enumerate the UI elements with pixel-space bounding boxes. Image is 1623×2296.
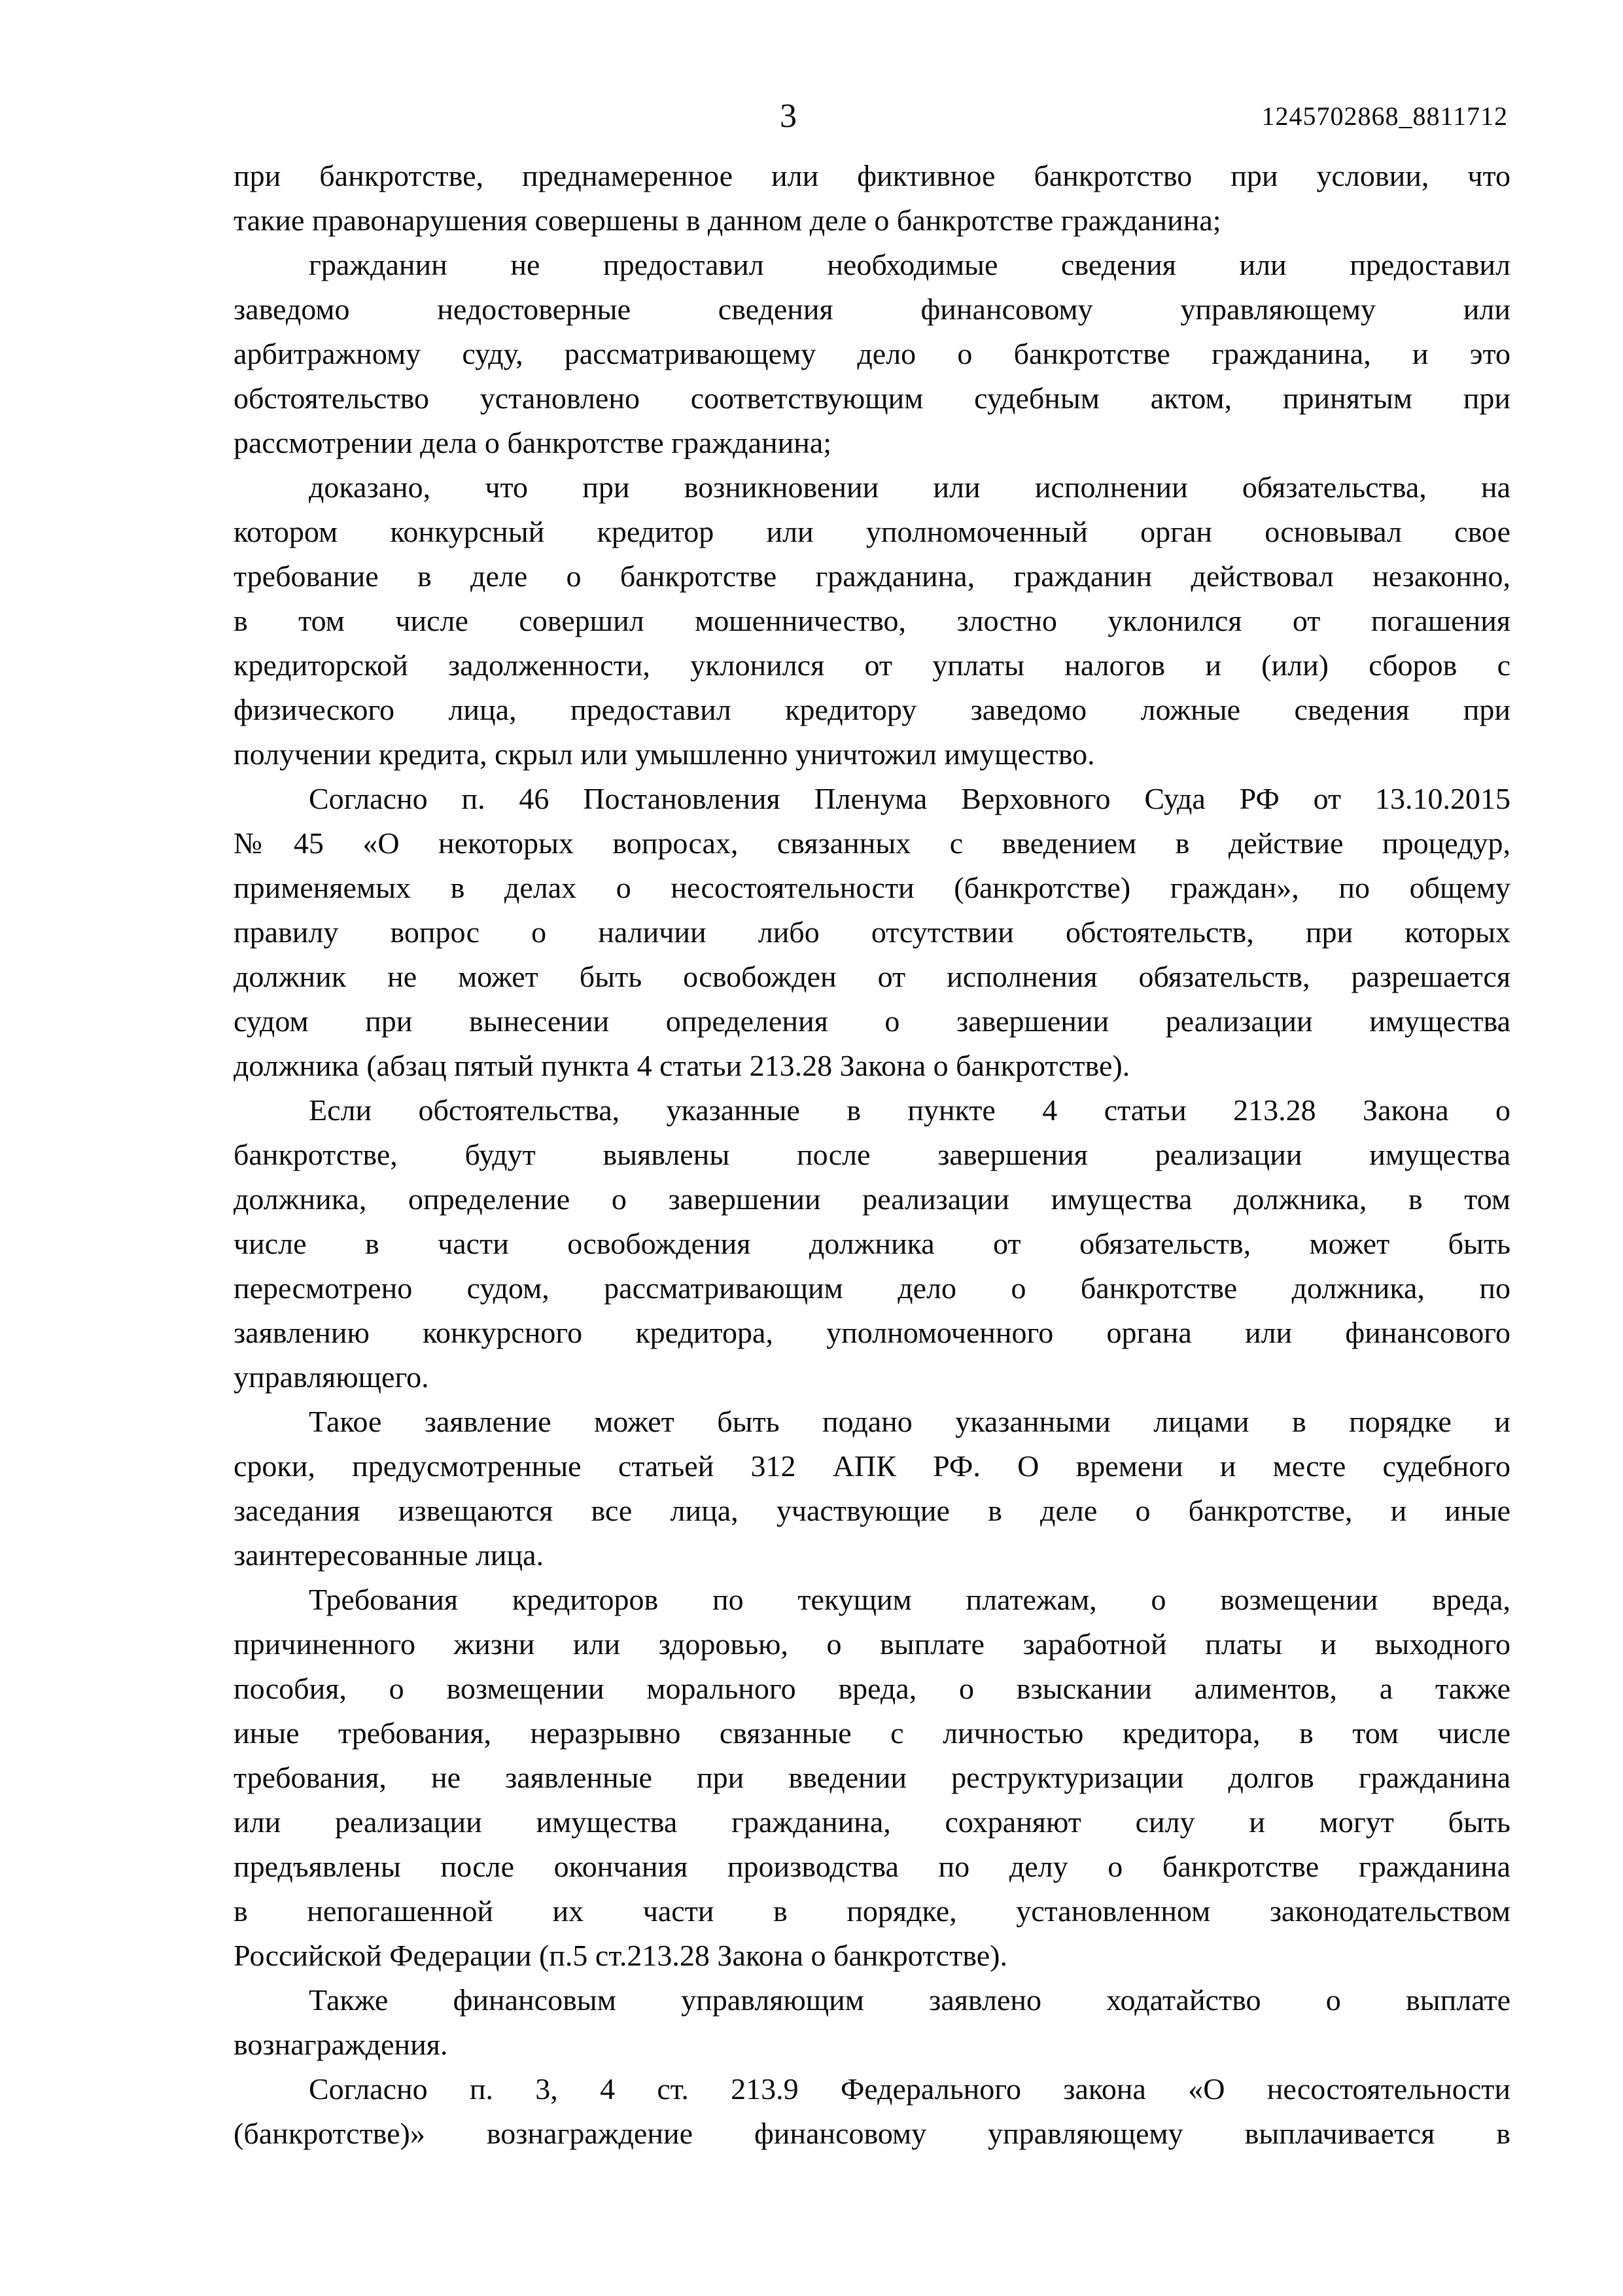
paragraph-5-line-7: управляющего. <box>234 1360 429 1394</box>
paragraph-7-line-6: или реализации имущества гражданина, сохраняют силу и могут быть <box>234 1805 1510 1839</box>
paragraph-6-line-2: сроки, предусмотренные статьей 312 АПК РФ. О времени и месте судебного <box>234 1449 1510 1483</box>
paragraph-1-line-2: такие правонарушения совершены в данном деле о банкротстве гражданина; <box>234 203 1221 237</box>
paragraph-7-line-3: пособия, о возмещении морального вреда, о взыскании алиментов, а также <box>234 1672 1510 1705</box>
paragraph-5-line-1: Если обстоятельства, указанные в пункте 4 статьи 213.28 Закона о <box>309 1093 1510 1127</box>
paragraph-4-line-5: должник не может быть освобожден от исполнения обязательств, разрешается <box>234 960 1510 993</box>
paragraph-2-line-1: гражданин не предоставил необходимые сведения или предоставил <box>309 248 1510 281</box>
paragraph-8-line-1: Также финансовым управляющим заявлено ходатайство о выплате <box>309 1983 1510 2017</box>
paragraph-7-line-7: предъявлены после окончания производства по делу о банкротстве гражданина <box>234 1850 1510 1883</box>
paragraph-4-line-3: применяемых в делах о несостоятельности (банкротстве) граждан», по общему <box>234 871 1510 904</box>
paragraph-5-line-4: числе в части освобождения должника от обязательств, может быть <box>234 1227 1510 1260</box>
paragraph-7-line-8: в непогашенной их части в порядке, установленном законодательством <box>234 1894 1510 1928</box>
paragraph-6-line-3: заседания извещаются все лица, участвующие в деле о банкротстве, и иные <box>234 1494 1510 1527</box>
paragraph-5-line-3: должника, определение о завершении реализации имущества должника, в том <box>234 1182 1510 1216</box>
paragraph-5-line-6: заявлению конкурсного кредитора, уполномоченного органа или финансового <box>234 1316 1510 1349</box>
paragraph-7-line-9: Российской Федерации (п.5 ст.213.28 Закона о банкротстве). <box>234 1939 1007 1972</box>
document-id: 1245702868_8811712 <box>1261 101 1508 131</box>
paragraph-7-line-4: иные требования, неразрывно связанные с личностью кредитора, в том числе <box>234 1716 1510 1750</box>
paragraph-3-line-6: физического лица, предоставил кредитору заведомо ложные сведения при <box>234 693 1510 726</box>
paragraph-4-line-6: судом при вынесении определения о завершении реализации имущества <box>234 1004 1510 1038</box>
paragraph-9-line-2: (банкротстве)» вознаграждение финансовому управляющему выплачивается в <box>234 2117 1510 2150</box>
paragraph-9-line-1: Согласно п. 3, 4 ст. 213.9 Федерального закона «О несостоятельности <box>309 2072 1510 2106</box>
paragraph-7-line-1: Требования кредиторов по текущим платежам, о возмещении вреда, <box>309 1583 1510 1616</box>
paragraph-3-line-1: доказано, что при возникновении или исполнении обязательства, на <box>309 470 1510 504</box>
paragraph-4-line-1: Согласно п. 46 Постановления Пленума Верховного Суда РФ от 13.10.2015 <box>309 782 1510 815</box>
paragraph-1-line-1: при банкротстве, преднамеренное или фиктивное банкротство при условии, что <box>234 159 1510 192</box>
paragraph-4-line-2: №45 «О некоторых вопросах, связанных с введением в действие процедур, <box>234 826 1510 860</box>
paragraph-2-line-4: обстоятельство установлено соответствующим судебным актом, принятым при <box>234 381 1510 415</box>
paragraph-3-line-3: требование в деле о банкротстве гражданина, гражданин действовал незаконно, <box>234 559 1510 593</box>
paragraph-8-line-2: вознаграждения. <box>234 2028 448 2061</box>
page-number: 3 <box>780 97 797 135</box>
paragraph-3-line-2: котором конкурсный кредитор или уполномоченный орган основывал свое <box>234 515 1510 548</box>
paragraph-3-line-4: в том числе совершил мошенничество, злостно уклонился от погашения <box>234 604 1510 637</box>
paragraph-3-line-7: получении кредита, скрыл или умышленно уничтожил имущество. <box>234 737 1095 771</box>
paragraph-3-line-5: кредиторской задолженности, уклонился от уплаты налогов и (или) сборов с <box>234 648 1510 682</box>
paragraph-7-line-2: причиненного жизни или здоровью, о выплате заработной платы и выходного <box>234 1627 1510 1661</box>
paragraph-4-line-4: правилу вопрос о наличии либо отсутствии обстоятельств, при которых <box>234 915 1510 949</box>
paragraph-5-line-2: банкротстве, будут выявлены после завершения реализации имущества <box>234 1138 1510 1171</box>
paragraph-6-line-1: Такое заявление может быть подано указанными лицами в порядке и <box>309 1405 1510 1438</box>
paragraph-2-line-3: арбитражному суду, рассматривающему дело о банкротстве гражданина, и это <box>234 337 1510 370</box>
paragraph-5-line-5: пересмотрено судом, рассматривающим дело о банкротстве должника, по <box>234 1271 1510 1305</box>
paragraph-7-line-5: требования, не заявленные при введении реструктуризации долгов гражданина <box>234 1761 1510 1794</box>
paragraph-2-line-2: заведомо недостоверные сведения финансовому управляющему или <box>234 292 1510 326</box>
paragraph-2-line-5: рассмотрении дела о банкротстве гражданина; <box>234 426 832 459</box>
document-body <box>234 154 1510 2156</box>
paragraph-6-line-4: заинтересованные лица. <box>234 1538 544 1572</box>
page-header <box>0 97 1623 143</box>
paragraph-4-line-7: должника (абзац пятый пункта 4 статьи 213.28 Закона о банкротстве). <box>234 1049 1130 1082</box>
